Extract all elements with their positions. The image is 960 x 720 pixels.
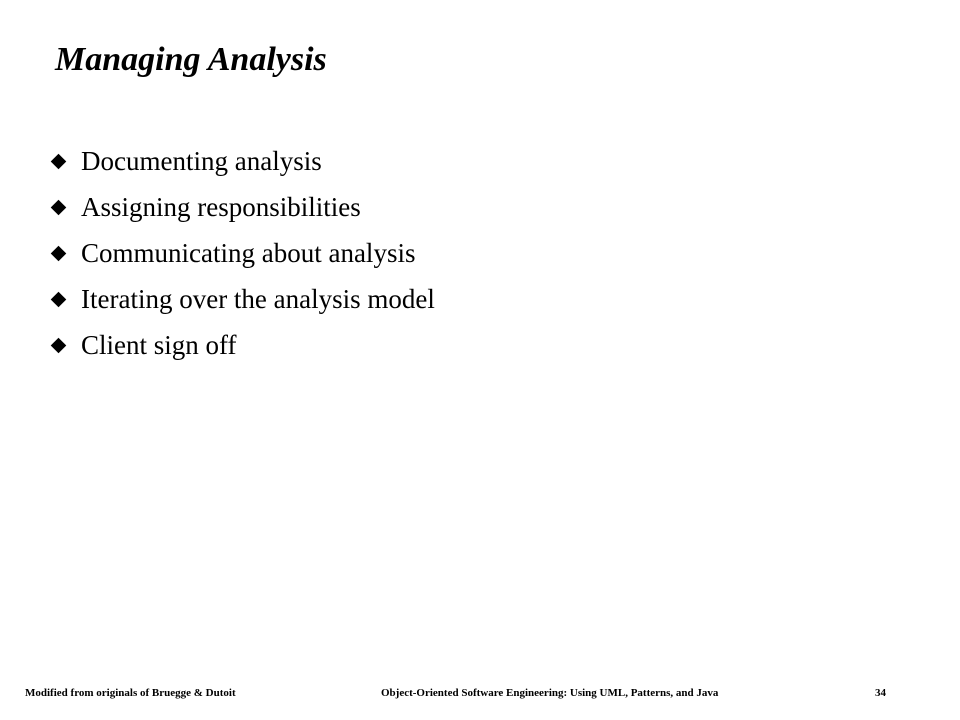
bullet-item-client-sign-off bbox=[50, 322, 435, 368]
bullet-item-documenting-analysis bbox=[50, 138, 435, 184]
bullet-list bbox=[50, 138, 435, 368]
bullet-text: Iterating over the analysis model bbox=[81, 284, 435, 314]
bullet-item-communicating-about-analysis bbox=[50, 230, 435, 276]
bullet-text: Communicating about analysis bbox=[81, 238, 416, 268]
bullet-text: Documenting analysis bbox=[81, 146, 322, 176]
page-number: 34 bbox=[875, 687, 886, 699]
bullet-item-assigning-responsibilities bbox=[50, 184, 435, 230]
footer-course-title: Object-Oriented Software Engineering: Using UML, Patterns, and Java bbox=[381, 687, 719, 699]
diamond-bullet-icon bbox=[51, 199, 67, 215]
diamond-bullet-icon bbox=[51, 291, 67, 307]
diamond-bullet-icon bbox=[51, 245, 67, 261]
bullet-text: Assigning responsibilities bbox=[81, 192, 361, 222]
footer-credit: Modified from originals of Bruegge & Dutoit bbox=[25, 687, 236, 699]
bullet-item-iterating-analysis-model bbox=[50, 276, 435, 322]
slide-title: Managing Analysis bbox=[55, 41, 327, 78]
diamond-bullet-icon bbox=[51, 153, 67, 169]
bullet-text: Client sign off bbox=[81, 330, 237, 360]
diamond-bullet-icon bbox=[51, 337, 67, 353]
